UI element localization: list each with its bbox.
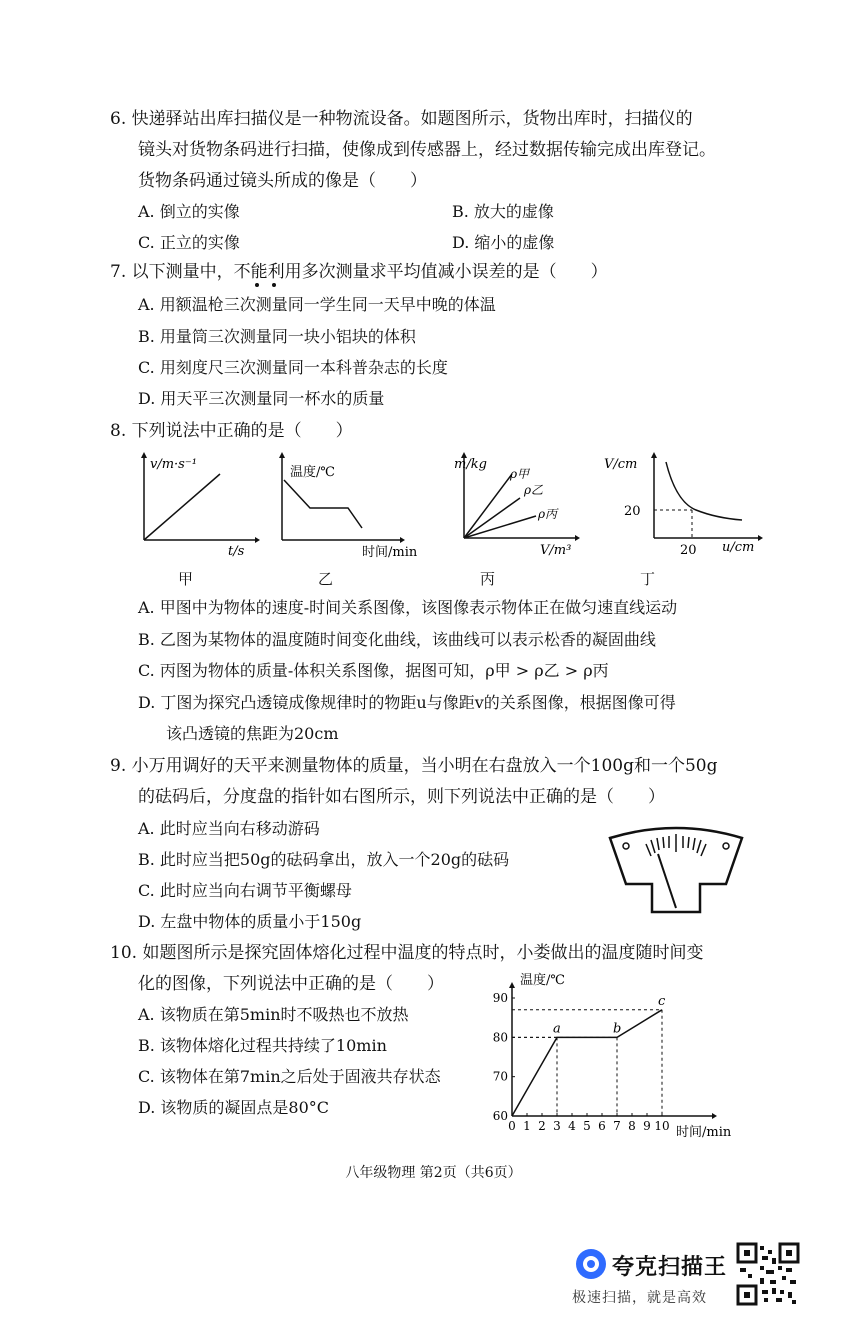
chart-ylabel: 温度/℃	[520, 973, 565, 988]
y-tick-label: 70	[492, 1069, 508, 1084]
x-tick-label: 9	[643, 1119, 651, 1133]
q9-option-a: A. 此时应当向右移动游码	[138, 819, 320, 838]
q9-option-d: D. 左盘中物体的质量小于150g	[138, 912, 362, 931]
q9-option-c: C. 此时应当向右调节平衡螺母	[138, 881, 352, 900]
chart-guides	[512, 1010, 662, 1116]
series-label-jia: ρ甲	[510, 467, 530, 481]
page-footer: 八年级物理 第2页（共6页）	[345, 1165, 522, 1181]
cooling-curve	[284, 480, 362, 528]
q8-option-c: C. 丙图为物体的质量-体积关系图像，据图可知，ρ甲 > ρ乙 > ρ丙	[138, 661, 609, 680]
x-tick-label: 7	[613, 1119, 621, 1133]
caption-ding: 丁	[640, 570, 656, 588]
q8-option-a: A. 甲图中为物体的速度-时间关系图像，该图像表示物体正在做匀速直线运动	[138, 598, 678, 617]
line-yi	[464, 498, 520, 538]
qr-code-icon	[736, 1242, 800, 1306]
series-label-yi: ρ乙	[524, 483, 544, 497]
q6-stem-line1: 6. 快递驿站出库扫描仪是一种物流设备。如题图所示，货物出库时，扫描仪的	[110, 109, 693, 129]
graph-jia	[130, 452, 260, 562]
xlabel: 时间/min	[362, 545, 418, 560]
q6-stem-line2: 镜头对货物条码进行扫描，使像成到传感器上，经过数据传输完成出库登记。	[138, 140, 716, 160]
ylabel: V/cm	[604, 457, 638, 472]
watermark-title: 夸克扫描王	[612, 1255, 728, 1280]
q7-option-d: D. 用天平三次测量同一杯水的质量	[138, 389, 385, 408]
velocity-line	[144, 474, 220, 540]
q6-option-d: D. 缩小的虚像	[452, 233, 555, 252]
graph-ding	[600, 452, 770, 562]
q7-option-b: B. 用量筒三次测量同一块小铝块的体积	[138, 327, 416, 346]
watermark-subtitle: 极速扫描，就是高效	[572, 1290, 707, 1306]
xlabel: V/m³	[540, 543, 572, 558]
point-label-a: a	[553, 1021, 561, 1037]
q10-option-d: D. 该物质的凝固点是80°C	[138, 1098, 330, 1117]
point-label-b: b	[613, 1021, 622, 1037]
ytick: 20	[624, 504, 641, 519]
x-tick-label: 8	[628, 1119, 636, 1133]
quark-logo-icon	[574, 1247, 608, 1281]
x-tick-label: 0	[508, 1119, 516, 1133]
xlabel: u/cm	[722, 540, 755, 555]
q10-option-c: C. 该物体在第7min之后处于固液共存状态	[138, 1067, 441, 1086]
caption-jia: 甲	[178, 570, 194, 588]
x-tick-label: 5	[583, 1119, 591, 1133]
q10-stem-line1: 10. 如题图所示是探究固体熔化过程中温度的特点时，小娄做出的温度随时间变	[110, 943, 704, 963]
q6-stem-line3: 货物条码通过镜头所成的像是（ ）	[138, 171, 427, 191]
emphasis-dot	[255, 283, 259, 287]
line-jia	[464, 474, 512, 538]
chart-labels	[553, 994, 666, 1037]
ylabel: m/kg	[454, 457, 487, 472]
chart-xlabel: 时间/min	[676, 1125, 732, 1140]
balance-dial-figure	[606, 824, 746, 916]
q6-option-c: C. 正立的实像	[138, 233, 240, 252]
xlabel: t/s	[228, 544, 245, 559]
emphasis-dot	[272, 283, 276, 287]
image-distance-curve	[666, 462, 742, 520]
q6-option-a: A. 倒立的实像	[138, 202, 240, 221]
x-tick-label: 4	[568, 1119, 576, 1133]
y-tick-label: 60	[492, 1109, 508, 1123]
x-tick-label: 3	[553, 1119, 561, 1133]
y-axis-arrow	[509, 982, 515, 988]
y-tick-label: 90	[492, 991, 508, 1005]
q8-option-d-line2: 该凸透镜的焦距为20cm	[166, 724, 339, 743]
q10-stem-line2: 化的图像，下列说法中正确的是（ ）	[138, 974, 444, 994]
chart-axes	[493, 982, 717, 1133]
q9-option-b: B. 此时应当把50g的砝码拿出，放入一个20g的砝码	[138, 850, 510, 869]
x-tick-label: 2	[538, 1119, 546, 1133]
x-tick-label: 1	[523, 1119, 531, 1133]
q6-option-b: B. 放大的虚像	[452, 202, 554, 221]
q7-option-c: C. 用刻度尺三次测量同一本科普杂志的长度	[138, 358, 448, 377]
q9-stem-line1: 9. 小万用调好的天平来测量物体的质量，当小明在右盘放入一个100g和一个50g	[110, 756, 718, 776]
q8-option-b: B. 乙图为某物体的温度随时间变化曲线，该曲线可以表示松香的凝固曲线	[138, 630, 656, 649]
ylabel: v/m·s⁻¹	[150, 457, 197, 472]
q10-option-b: B. 该物体熔化过程共持续了10min	[138, 1036, 387, 1055]
caption-yi: 乙	[318, 570, 334, 588]
xtick: 20	[680, 543, 697, 558]
graph-bing	[450, 452, 590, 562]
q10-option-a: A. 该物质在第5min时不吸热也不放热	[138, 1005, 409, 1024]
series-label-bing: ρ丙	[538, 507, 558, 521]
point-label-c: c	[658, 993, 666, 1009]
q7-option-a: A. 用额温枪三次测量同一学生同一天早中晚的体温	[138, 295, 496, 314]
x-axis-arrow	[712, 1113, 717, 1119]
q9-stem-line2: 的砝码后，分度盘的指针如右图所示，则下列说法中正确的是（ ）	[138, 787, 665, 807]
ylabel: 温度/℃	[290, 465, 335, 480]
q8-stem: 8. 下列说法中正确的是（ ）	[110, 421, 353, 441]
caption-bing: 丙	[480, 570, 496, 588]
temperature-series-line	[512, 1010, 662, 1116]
q8-option-d-line1: D. 丁图为探究凸透镜成像规律时的物距u与像距v的关系图像，根据图像可得	[138, 693, 676, 712]
x-tick-label: 6	[598, 1119, 606, 1133]
y-tick-label: 80	[492, 1030, 508, 1045]
line-bing	[464, 516, 536, 538]
melting-chart	[480, 964, 750, 1144]
graph-yi	[270, 452, 435, 564]
x-tick-label: 10	[654, 1119, 670, 1133]
q7-stem: 7. 以下测量中，不能利用多次测量求平均值减小误差的是（ ）	[110, 262, 608, 282]
